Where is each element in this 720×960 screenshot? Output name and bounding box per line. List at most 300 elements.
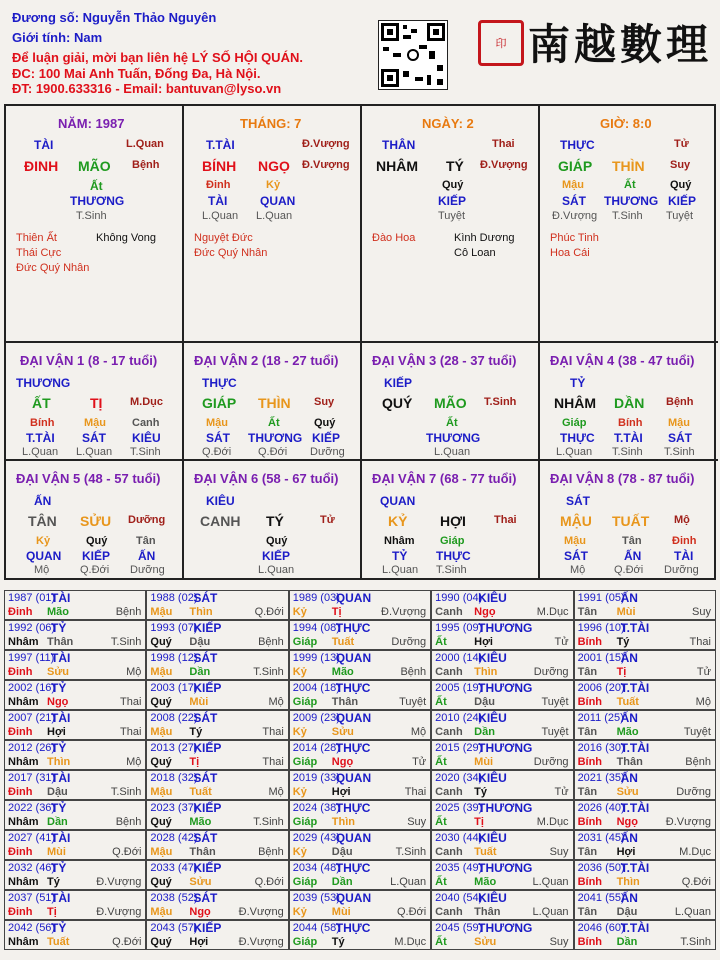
year-stem: Tân	[577, 846, 598, 858]
dv-rel: L.Quan	[258, 564, 295, 576]
dai-van-8	[540, 461, 718, 578]
year-branch: Hợi	[616, 846, 636, 858]
year-stage: Bệnh	[115, 606, 142, 618]
dai-van-title: ĐẠI VẬN 5 (48 - 57 tuổi)	[16, 471, 161, 486]
dv-god: TỶ	[392, 549, 408, 563]
star: Nguyệt Đức	[194, 232, 253, 244]
dai-van-6	[184, 461, 362, 578]
dai-van-god: QUAN	[380, 494, 416, 508]
dv-rel: Dưỡng	[310, 446, 345, 458]
dai-van-god: SÁT	[566, 494, 590, 508]
dai-van-3	[362, 343, 540, 461]
year-stage: Thai	[404, 786, 427, 798]
year-stem: Giáp	[292, 756, 318, 768]
dai-van-can: CANH	[200, 513, 241, 529]
year-cell	[289, 800, 431, 830]
year-label: 1999 (13)	[292, 652, 340, 664]
year-god: QUAN	[335, 711, 372, 725]
year-cell	[431, 770, 573, 800]
year-label: 2006 (20)	[577, 682, 625, 694]
year-cell	[574, 620, 716, 650]
year-god: QUAN	[335, 591, 372, 605]
year-stage: Tuyệt	[399, 696, 427, 708]
year-stage: Mộ	[268, 786, 284, 798]
year-god: THỰC	[335, 741, 371, 755]
year-branch: Dậu	[189, 636, 211, 648]
year-branch: Thìn	[616, 876, 640, 888]
year-cell	[289, 890, 431, 920]
year-cell	[4, 770, 146, 800]
year-row	[4, 710, 716, 740]
hidden-rel: T.Sinh	[612, 210, 643, 222]
dai-van-chi: DẦN	[614, 395, 645, 411]
year-cell	[146, 710, 288, 740]
year-branch: Sửu	[47, 666, 70, 678]
year-branch: Hợi	[47, 726, 66, 738]
year-row	[4, 890, 716, 920]
year-god: SÁT	[193, 591, 218, 605]
year-label: 2014 (28)	[292, 742, 340, 754]
year-god: TÀI	[51, 711, 71, 725]
year-stem: Quý	[150, 936, 172, 948]
year-label: 2026 (40)	[577, 802, 625, 814]
year-cell	[4, 920, 146, 950]
dv-rel: Q.Đới	[258, 446, 288, 458]
year-stem: Canh	[435, 906, 463, 918]
year-god: THƯƠNG	[478, 621, 533, 635]
dv-hidden: Mậu	[564, 535, 586, 547]
dv-god: SÁT	[82, 431, 106, 445]
year-cell	[574, 800, 716, 830]
dv-god: THƯƠNG	[426, 431, 481, 445]
year-stem: Đinh	[8, 726, 33, 738]
year-god: ẤN	[620, 591, 638, 605]
dv-god: KIẾP	[262, 549, 291, 563]
gender: Giới tính: Nam	[12, 30, 103, 45]
dv-god: SÁT	[668, 431, 692, 445]
year-cell	[4, 650, 146, 680]
year-god: ẤN	[620, 891, 638, 905]
year-stem: Ất	[435, 936, 447, 948]
pillar-stage: Đ.Vượng	[480, 159, 528, 171]
year-branch: Tý	[47, 876, 60, 888]
dv-god: KIẾP	[82, 549, 111, 563]
year-label: 2027 (41)	[8, 832, 56, 844]
year-god: SÁT	[193, 771, 218, 785]
year-branch: Tý	[616, 636, 630, 648]
dai-van-rel: Thai	[494, 514, 517, 526]
year-stem: Kỷ	[292, 726, 307, 738]
year-cell	[574, 650, 716, 680]
year-stage: M.Dục	[536, 606, 569, 618]
star: Kình Dương	[454, 232, 515, 244]
year-cell	[431, 860, 573, 890]
pillar-can: NHÂM	[376, 158, 418, 174]
hidden-rel: L.Quan	[202, 210, 239, 222]
year-god: TỶ	[51, 921, 67, 935]
year-stage: Q.Đới	[254, 876, 284, 888]
year-stage: Tử	[696, 666, 711, 678]
year-cell	[431, 680, 573, 710]
year-god: QUAN	[335, 831, 372, 845]
contact-line: Để luận giải, mời bạn liên hệ LÝ SỐ HỘI QUÁN.	[12, 50, 303, 65]
year-cell	[4, 890, 146, 920]
year-stage: L.Quan	[532, 876, 569, 888]
year-label: 2033 (47)	[150, 862, 198, 874]
dv-god: QUAN	[26, 549, 62, 563]
year-cell	[146, 590, 288, 620]
dai-van-1	[6, 343, 184, 461]
dai-van-can: GIÁP	[202, 395, 237, 411]
dv-rel: Dưỡng	[130, 564, 165, 576]
dv-god: SÁT	[206, 431, 230, 445]
year-cell	[146, 650, 288, 680]
year-god: SÁT	[193, 831, 218, 845]
year-stage: T.Sinh	[110, 636, 142, 648]
dv-god: ẤN	[138, 549, 156, 563]
year-stem: Mậu	[150, 786, 173, 798]
year-stem: Đinh	[8, 846, 33, 858]
year-cell	[574, 830, 716, 860]
year-branch: Tý	[331, 936, 345, 948]
year-branch: Hợi	[189, 936, 209, 948]
year-god: TỶ	[51, 681, 67, 695]
dai-van-title: ĐẠI VẬN 8 (78 - 87 tuổi)	[550, 471, 695, 486]
hidden-god: THƯƠNG	[604, 194, 659, 208]
year-cell	[574, 740, 716, 770]
dv-hidden: Tân	[622, 535, 642, 547]
hidden-god: QUAN	[260, 194, 296, 208]
year-stage: Dưỡng	[676, 786, 711, 798]
year-stem: Nhâm	[8, 696, 39, 708]
year-cell	[4, 830, 146, 860]
year-stage: Tuyệt	[541, 726, 569, 738]
year-stem: Tân	[577, 786, 598, 798]
year-row	[4, 740, 716, 770]
year-stage: L.Quan	[532, 906, 569, 918]
star: Phúc Tinh	[550, 232, 599, 244]
annual-luck-table	[4, 590, 716, 950]
year-stage: Q.Đới	[112, 936, 142, 948]
hidden-god: THƯƠNG	[70, 194, 125, 208]
pillar-title: NĂM: 1987	[58, 116, 125, 131]
year-stage: Dưỡng	[533, 666, 569, 678]
dv-hidden: Mậu	[206, 417, 228, 429]
dai-van-rel: M.Dục	[130, 396, 163, 408]
year-god: THƯƠNG	[478, 741, 533, 755]
year-stage: Suy	[549, 846, 569, 858]
year-stem: Ất	[435, 816, 447, 828]
year-stem: Bính	[577, 816, 603, 828]
year-label: 2038 (52)	[150, 892, 198, 904]
year-label: 2005 (19)	[435, 682, 483, 694]
year-cell	[4, 800, 146, 830]
year-branch: Tý	[189, 726, 203, 738]
year-label: 1995 (09)	[435, 622, 483, 634]
year-god: KIÊU	[478, 771, 507, 785]
year-stage: Q.Đới	[112, 846, 142, 858]
year-god: TỶ	[51, 621, 67, 635]
dai-van-rel: Dưỡng	[128, 514, 166, 526]
year-branch: Tị	[616, 666, 627, 678]
pillar-month	[184, 106, 362, 343]
dv-rel: Mộ	[34, 564, 50, 576]
year-stage: L.Quan	[674, 906, 711, 918]
dai-van-can: NHÂM	[554, 395, 596, 411]
year-god: KIẾP	[193, 741, 222, 755]
pillar-can: GIÁP	[558, 158, 593, 174]
dai-van-can: KỶ	[388, 513, 408, 529]
dai-van-title: ĐẠI VẬN 6 (58 - 67 tuổi)	[194, 471, 339, 486]
year-cell	[431, 620, 573, 650]
hidden-god: SÁT	[562, 194, 586, 208]
year-stage: Đ.Vượng	[96, 876, 142, 888]
year-stage: Suy	[407, 816, 427, 828]
year-label: 2044 (58)	[292, 922, 340, 934]
year-stem: Nhâm	[8, 936, 39, 948]
year-stage: Mộ	[695, 696, 711, 708]
dai-van-god: TỶ	[570, 376, 586, 390]
year-row	[4, 860, 716, 890]
year-god: SÁT	[193, 651, 218, 665]
year-branch: Mùi	[331, 906, 351, 918]
year-stage: Dưỡng	[533, 756, 569, 768]
year-stage: Thai	[119, 696, 142, 708]
year-stem: Tân	[577, 606, 598, 618]
year-label: 2030 (44)	[435, 832, 483, 844]
year-stem: Mậu	[150, 906, 173, 918]
pillar-god: TÀI	[34, 138, 54, 152]
dv-rel: L.Quan	[76, 446, 113, 458]
year-label: 2000 (14)	[435, 652, 483, 664]
year-stage: Tử	[554, 786, 569, 798]
dai-van-title: ĐẠI VẬN 7 (68 - 77 tuổi)	[372, 471, 517, 486]
year-cell	[289, 590, 431, 620]
year-god: TÀI	[51, 831, 71, 845]
pillar-day	[362, 106, 540, 343]
year-stage: Thai	[689, 636, 711, 648]
year-branch: Dần	[189, 666, 211, 678]
year-god: THỰC	[335, 801, 371, 815]
year-cell	[289, 860, 431, 890]
year-god: T.TÀI	[620, 801, 650, 815]
brand-logo: 南越數理	[528, 20, 713, 69]
year-god: KIẾP	[193, 921, 222, 935]
year-label: 2018 (32)	[150, 772, 198, 784]
year-label: 2025 (39)	[435, 802, 483, 814]
header	[0, 0, 720, 100]
year-stem: Mậu	[150, 666, 173, 678]
star: Cô Loan	[454, 247, 496, 259]
dai-van-4	[540, 343, 718, 461]
dv-rel: Q.Đới	[614, 564, 644, 576]
year-god: ẤN	[620, 651, 638, 665]
year-branch: Thân	[47, 636, 74, 648]
year-label: 2024 (38)	[292, 802, 340, 814]
year-label: 1997 (11)	[8, 652, 55, 664]
pillar-stage: Suy	[670, 159, 691, 171]
year-cell	[4, 680, 146, 710]
pillar-chi: MÃO	[78, 158, 111, 174]
year-cell	[431, 590, 573, 620]
dv-hidden: Giáp	[440, 535, 465, 547]
year-row	[4, 680, 716, 710]
year-god: KIÊU	[478, 831, 507, 845]
year-branch: Thân	[616, 756, 643, 768]
year-label: 2034 (48)	[292, 862, 340, 874]
year-label: 2042 (56)	[8, 922, 56, 934]
hidden-god: KIẾP	[438, 194, 467, 208]
year-stem: Quý	[150, 636, 172, 648]
year-god: TỶ	[51, 801, 67, 815]
year-branch: Tý	[474, 786, 488, 798]
owner-name: Đương số: Nguyễn Thảo Nguyên	[12, 10, 217, 25]
year-god: KIÊU	[478, 591, 507, 605]
pillar-relation: Tử	[674, 138, 689, 150]
year-cell	[574, 590, 716, 620]
year-stem: Quý	[150, 816, 172, 828]
year-label: 1996 (10)	[577, 622, 625, 634]
year-god: SÁT	[193, 711, 218, 725]
year-stem: Ất	[435, 696, 447, 708]
year-stem: Quý	[150, 696, 172, 708]
dv-god: KIÊU	[132, 431, 161, 445]
dv-god: SÁT	[564, 549, 588, 563]
year-label: 2036 (50)	[577, 862, 625, 874]
year-label: 1990 (04)	[435, 592, 483, 604]
pillar-chi: THÌN	[612, 158, 645, 174]
seal-logo: 印	[478, 20, 524, 66]
year-god: KIÊU	[478, 891, 507, 905]
dai-van-2	[184, 343, 362, 461]
year-stem: Giáp	[292, 936, 318, 948]
year-cell	[289, 680, 431, 710]
year-branch: Dậu	[47, 786, 68, 798]
pillar-relation: Thai	[492, 138, 515, 150]
dai-van-chi: HỢI	[440, 513, 466, 529]
year-cell	[146, 680, 288, 710]
year-branch: Hợi	[474, 636, 493, 648]
pillar-relation: Đ.Vượng	[302, 138, 350, 150]
dv-hidden: Quý	[314, 417, 336, 429]
year-cell	[146, 620, 288, 650]
dai-van-god: THỰC	[202, 376, 237, 390]
dai-van-god: THƯƠNG	[16, 376, 71, 390]
year-label: 2017 (31)	[8, 772, 56, 784]
dv-god: T.TÀI	[26, 431, 55, 445]
year-branch: Mão	[189, 816, 212, 828]
year-stage: T.Sinh	[110, 786, 142, 798]
year-stem: Bính	[577, 756, 603, 768]
year-stem: Bính	[577, 936, 603, 948]
dv-hidden: Ất	[268, 417, 280, 429]
year-stem: Kỷ	[292, 846, 307, 858]
year-label: 1989 (03)	[292, 592, 340, 604]
year-stem: Giáp	[292, 876, 318, 888]
year-stem: Đinh	[8, 786, 33, 798]
hidden-god: KIẾP	[668, 194, 697, 208]
hidden-stem: Quý	[442, 179, 464, 191]
year-cell	[431, 830, 573, 860]
dv-rel: Q.Đới	[202, 446, 232, 458]
dv-hidden: Mậu	[668, 417, 690, 429]
dv-hidden: Nhâm	[384, 535, 415, 547]
year-branch: Dậu	[331, 846, 353, 858]
year-label: 2039 (53)	[292, 892, 340, 904]
year-god: TỶ	[51, 861, 67, 875]
year-stem: Nhâm	[8, 636, 39, 648]
dai-van-title: ĐẠI VẬN 3 (28 - 37 tuổi)	[372, 353, 517, 368]
year-cell	[289, 920, 431, 950]
year-cell	[146, 920, 288, 950]
year-stage: T.Sinh	[253, 816, 284, 828]
dai-van-title: ĐẠI VẬN 2 (18 - 27 tuổi)	[194, 353, 339, 368]
year-stage: M.Dục	[394, 936, 427, 948]
year-god: THỰC	[335, 921, 371, 935]
pillar-stage: Bệnh	[132, 159, 160, 171]
dv-rel: L.Quan	[434, 446, 471, 458]
year-branch: Mão	[474, 876, 497, 888]
dv-god: TÀI	[674, 549, 694, 563]
year-cell	[4, 860, 146, 890]
pillar-relation: L.Quan	[126, 138, 164, 150]
year-stage: Dưỡng	[391, 636, 427, 648]
hidden-stem: Mậu	[562, 179, 584, 191]
dv-hidden: Mậu	[84, 417, 106, 429]
dv-god: KIẾP	[312, 431, 341, 445]
year-stem: Kỷ	[292, 906, 307, 918]
dv-rel: Q.Đới	[80, 564, 110, 576]
year-stage: Tử	[412, 756, 427, 768]
year-cell	[574, 860, 716, 890]
year-stem: Ất	[435, 756, 447, 768]
year-label: 2016 (30)	[577, 742, 625, 754]
year-cell	[574, 710, 716, 740]
year-stem: Kỷ	[292, 606, 307, 618]
dv-god: THỰC	[560, 431, 595, 445]
year-god: T.TÀI	[620, 741, 650, 755]
year-branch: Tị	[474, 816, 484, 828]
pillar-title: THÁNG: 7	[240, 116, 302, 131]
year-stem: Canh	[435, 846, 463, 858]
year-branch: Mùi	[474, 756, 494, 768]
dv-hidden: Bính	[30, 417, 55, 429]
year-god: THƯƠNG	[478, 681, 533, 695]
year-branch: Ngọ	[331, 756, 354, 768]
year-god: QUAN	[335, 651, 372, 665]
dai-van-chi: TÝ	[266, 513, 284, 529]
year-branch: Thìn	[331, 816, 355, 828]
dai-van-can: TÂN	[28, 513, 57, 529]
year-god: KIẾP	[193, 861, 222, 875]
year-god: ẤN	[620, 771, 638, 785]
star: Thiên Ất	[16, 232, 57, 244]
qr-code-icon[interactable]	[378, 20, 448, 90]
year-stage: T.Sinh	[680, 936, 711, 948]
year-branch: Sửu	[474, 936, 497, 948]
year-stem: Quý	[150, 756, 172, 768]
year-stage: Bệnh	[115, 816, 142, 828]
hidden-rel: T.Sinh	[76, 210, 107, 222]
year-god: T.TÀI	[620, 921, 650, 935]
year-cell	[431, 710, 573, 740]
year-cell	[574, 770, 716, 800]
year-label: 1998 (12)	[150, 652, 198, 664]
dai-van-rel: Bệnh	[666, 396, 694, 408]
year-cell	[289, 830, 431, 860]
year-label: 2003 (17)	[150, 682, 198, 694]
year-stem: Ất	[435, 636, 447, 648]
